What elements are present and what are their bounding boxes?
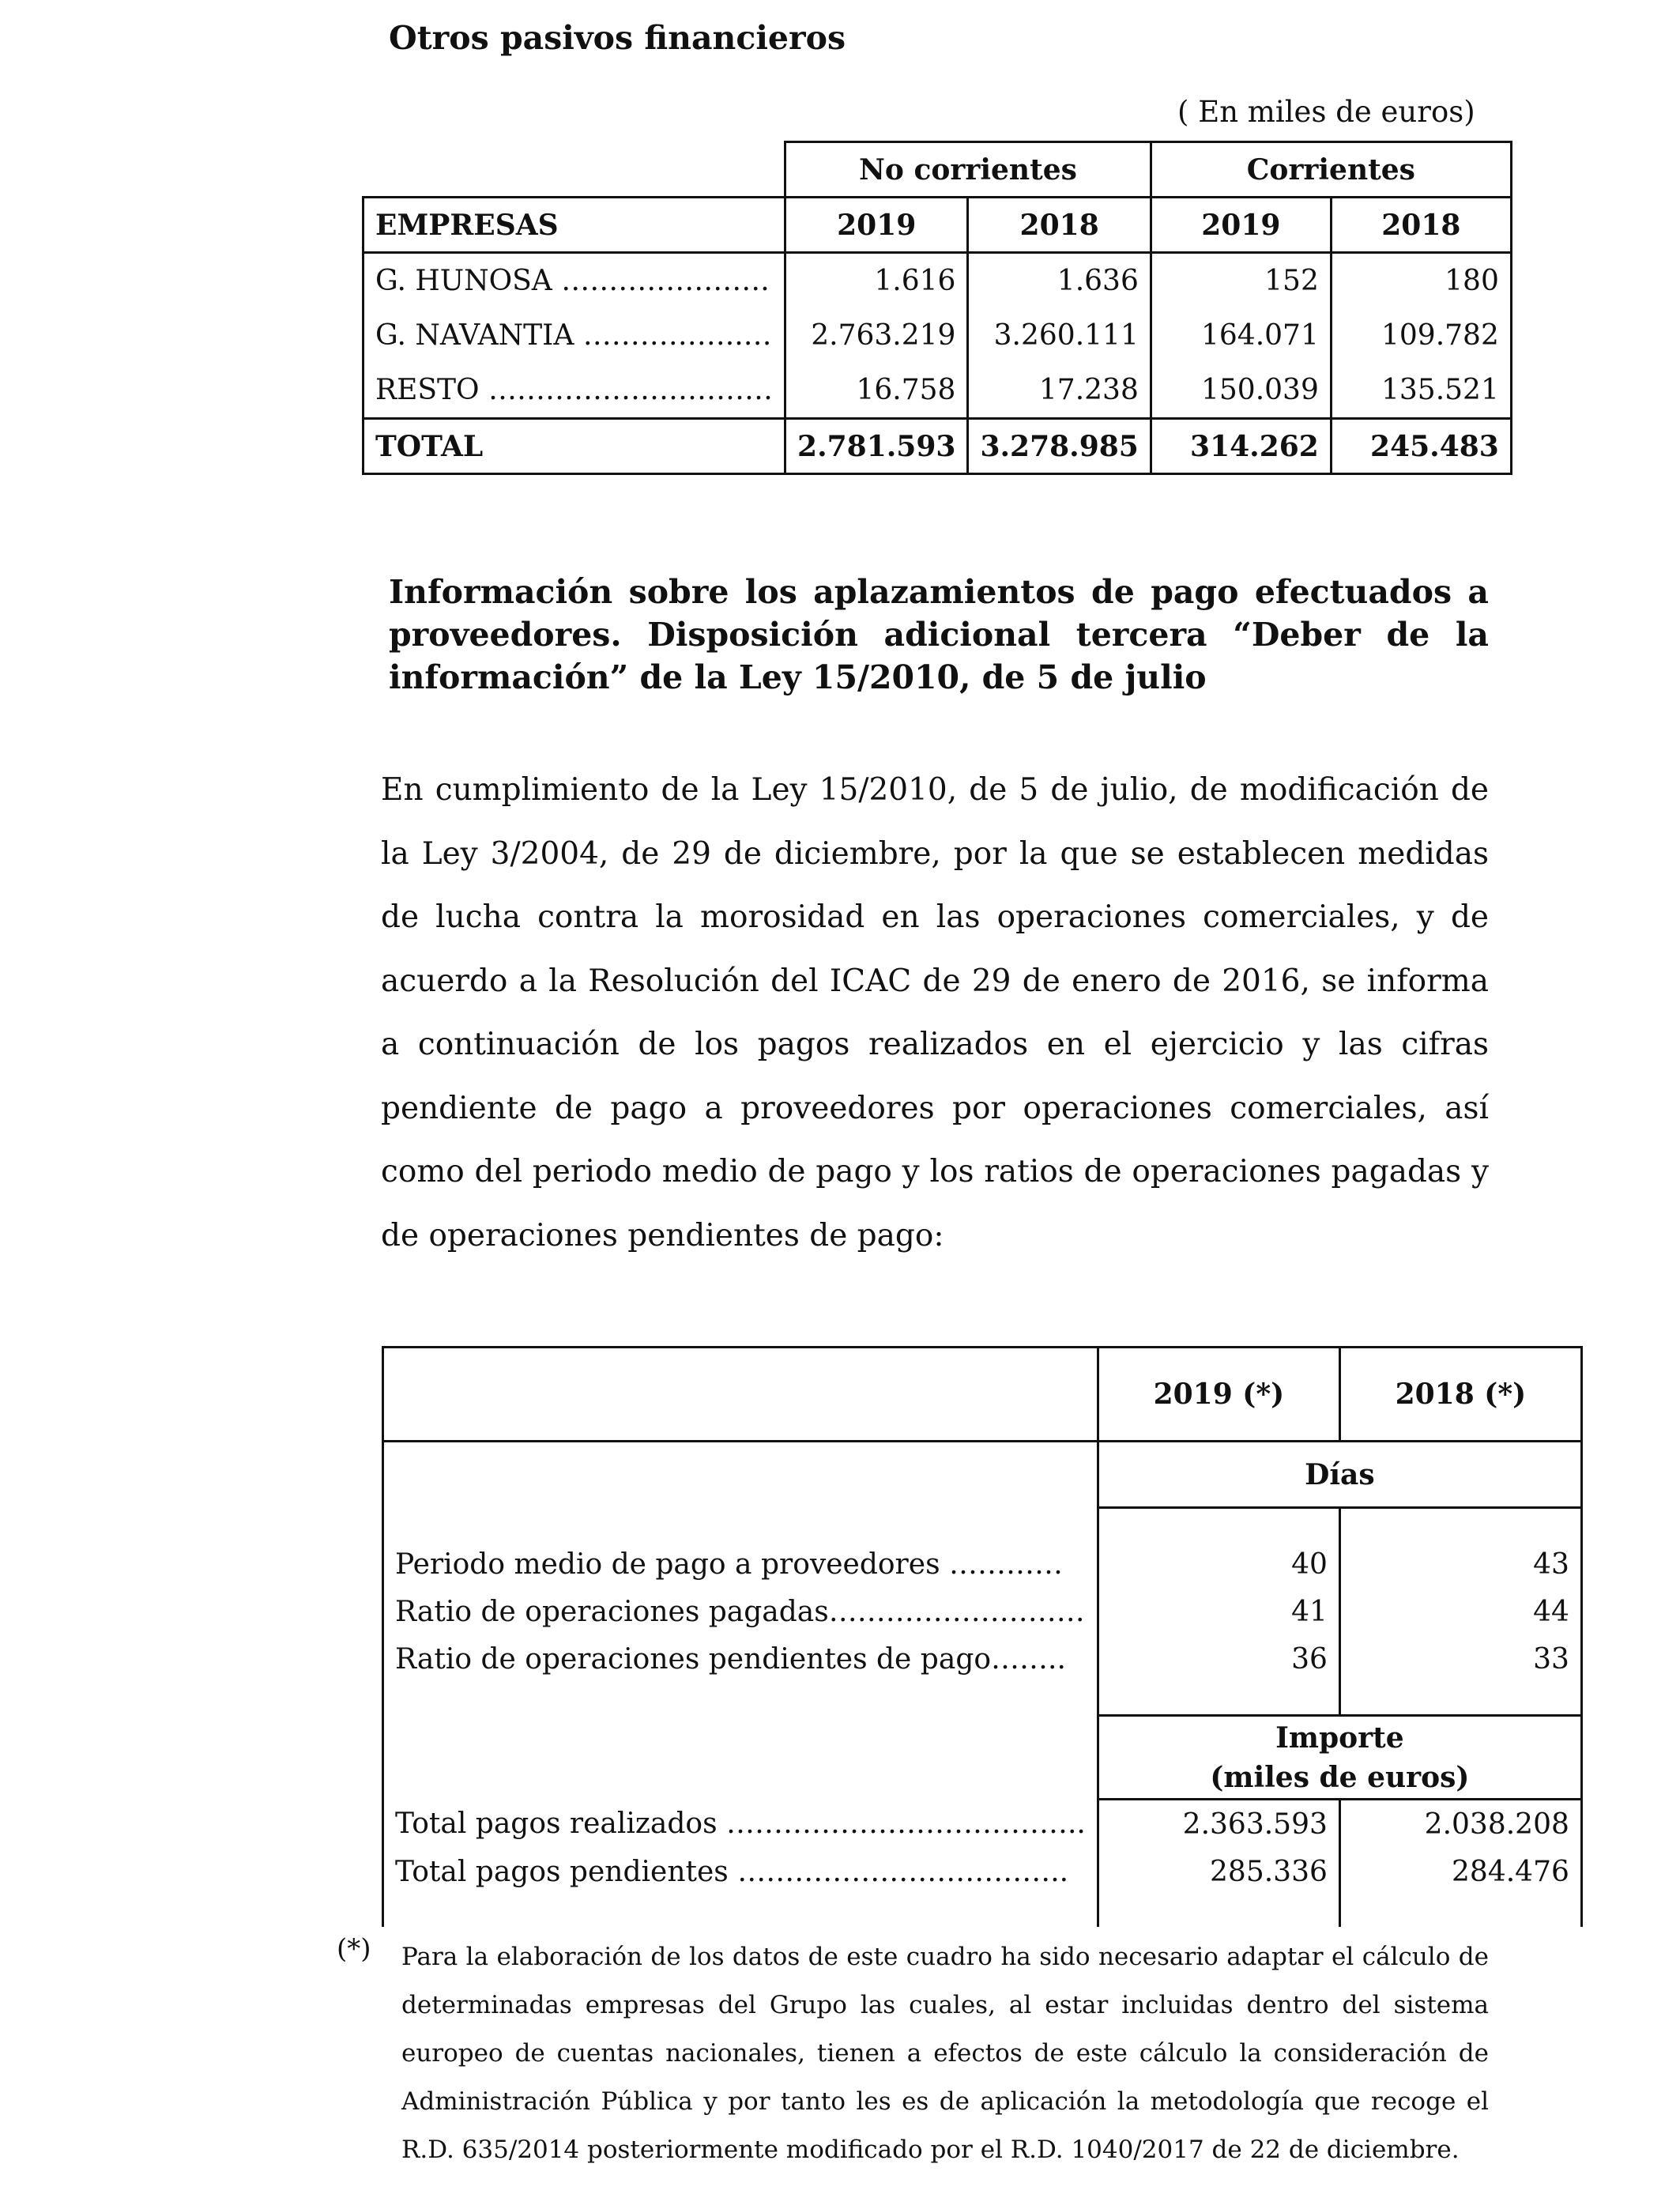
value-cell: 36 bbox=[1098, 1635, 1339, 1683]
total-value: 2.781.593 bbox=[785, 419, 968, 474]
value-cell: 152 bbox=[1151, 253, 1331, 309]
company-name: G. NAVANTIA ……………..… bbox=[363, 308, 785, 363]
table-row bbox=[363, 253, 1512, 309]
group-header-non-current: No corrientes bbox=[785, 142, 1151, 198]
row-label: Total pagos realizados ……………………………….. bbox=[383, 1800, 1098, 1849]
column-header-c-2019: 2019 bbox=[1151, 198, 1331, 253]
value-cell: 44 bbox=[1339, 1588, 1581, 1635]
footnote-text: Para la elaboración de los datos de este cuadro ha sido necesario adaptar el cálculo de determinadas empresas del Grupo las cuales, al estar incluidas dentro del sistema europeo de cuentas nacionales, tienen a efectos de este cálculo la consideración de Administración Pública y por tanto les es de aplicación la metodología que recoge el R.D. 635/2014 posteriormente modificado por el R.D. 1040/2017 de 22 de diciembre. bbox=[401, 1943, 1489, 2164]
section-title: Otros pasivos financieros bbox=[389, 19, 846, 57]
value-cell: 40 bbox=[1098, 1540, 1339, 1588]
empty-label-cell bbox=[383, 1716, 1098, 1800]
unit-amount-line1: Importe bbox=[1275, 1721, 1404, 1755]
company-name: G. HUNOSA …………………. bbox=[363, 253, 785, 309]
value-cell: 16.758 bbox=[785, 363, 968, 419]
unit-note: ( En miles de euros) bbox=[1177, 95, 1475, 129]
value-cell: 33 bbox=[1339, 1635, 1581, 1683]
empty-label-cell bbox=[383, 1442, 1098, 1508]
column-header-2018: 2018 (*) bbox=[1339, 1348, 1581, 1442]
empty-header-cell bbox=[363, 142, 785, 198]
spacer-cell bbox=[383, 1508, 1098, 1541]
table-row bbox=[383, 1848, 1582, 1895]
spacer-cell bbox=[1098, 1895, 1339, 1927]
column-header-c-2018: 2018 bbox=[1331, 198, 1511, 253]
value-cell: 17.238 bbox=[968, 363, 1151, 419]
column-header-companies: EMPRESAS bbox=[363, 198, 785, 253]
spacer-cell bbox=[1098, 1508, 1339, 1541]
value-cell: 1.616 bbox=[785, 253, 968, 309]
table-row bbox=[383, 1800, 1582, 1849]
spacer-cell bbox=[383, 1895, 1098, 1927]
body-paragraph: En cumplimiento de la Ley 15/2010, de 5 de julio, de modificación de la Ley 3/2004, de 29 de diciembre, por la que se establecen medidas de lucha contra la morosidad en las operaciones comerciales, y de acuerdo a la Resolución del ICAC de 29 de enero de 2016, se informa a continuación de los pagos realizados en el ejercicio y las cifras pendiente de pago a proveedores por operaciones comerciales, así como del periodo medio de pago y los ratios de operaciones pagadas y de operaciones pendientes de pago: bbox=[381, 772, 1489, 1253]
value-cell: 284.476 bbox=[1339, 1848, 1581, 1895]
value-cell: 2.038.208 bbox=[1339, 1800, 1581, 1849]
group-header-current: Corrientes bbox=[1151, 142, 1511, 198]
spacer-cell bbox=[1339, 1895, 1581, 1927]
total-value: 314.262 bbox=[1151, 419, 1331, 474]
unit-amount-line2: (miles de euros) bbox=[1210, 1760, 1470, 1794]
total-value: 3.278.985 bbox=[968, 419, 1151, 474]
column-header-nc-2019: 2019 bbox=[785, 198, 968, 253]
value-cell: 150.039 bbox=[1151, 363, 1331, 419]
value-cell: 2.763.219 bbox=[785, 308, 968, 363]
value-cell: 109.782 bbox=[1331, 308, 1511, 363]
table-row bbox=[363, 363, 1512, 419]
spacer-cell bbox=[1339, 1508, 1581, 1541]
table-row bbox=[383, 1635, 1582, 1683]
unit-header-days: Días bbox=[1098, 1442, 1581, 1508]
financial-liabilities-table bbox=[362, 141, 1512, 475]
table-row bbox=[363, 308, 1512, 363]
value-cell: 43 bbox=[1339, 1540, 1581, 1588]
column-header-nc-2018: 2018 bbox=[968, 198, 1151, 253]
value-cell: 285.336 bbox=[1098, 1848, 1339, 1895]
column-header-2019: 2019 (*) bbox=[1098, 1348, 1339, 1442]
total-label: TOTAL bbox=[363, 419, 785, 474]
value-cell: 180 bbox=[1331, 253, 1511, 309]
empty-header-cell bbox=[383, 1348, 1098, 1442]
value-cell: 135.521 bbox=[1331, 363, 1511, 419]
value-cell: 41 bbox=[1098, 1588, 1339, 1635]
spacer-cell bbox=[1339, 1683, 1581, 1716]
row-label: Ratio de operaciones pendientes de pago…….. bbox=[383, 1635, 1098, 1683]
payment-periods-table bbox=[382, 1346, 1583, 1927]
section-heading: Información sobre los aplazamientos de pago efectuados a proveedores. Disposición adicional tercera “Deber de la información” de la Ley 15/2010, de 5 de julio bbox=[389, 573, 1489, 696]
value-cell: 164.071 bbox=[1151, 308, 1331, 363]
row-label: Periodo medio de pago a proveedores ………… bbox=[383, 1540, 1098, 1588]
footnote-mark: (*) bbox=[337, 1933, 371, 1965]
row-label: Total pagos pendientes …………………………….. bbox=[383, 1848, 1098, 1895]
company-name: RESTO ………………………… bbox=[363, 363, 785, 419]
table-row bbox=[383, 1588, 1582, 1635]
total-value: 245.483 bbox=[1331, 419, 1511, 474]
value-cell: 3.260.111 bbox=[968, 308, 1151, 363]
value-cell: 1.636 bbox=[968, 253, 1151, 309]
row-label: Ratio de operaciones pagadas……………………… bbox=[383, 1588, 1098, 1635]
spacer-cell bbox=[383, 1683, 1098, 1716]
table-row bbox=[383, 1540, 1582, 1588]
total-row bbox=[363, 419, 1512, 474]
value-cell: 2.363.593 bbox=[1098, 1800, 1339, 1849]
spacer-cell bbox=[1098, 1683, 1339, 1716]
unit-header-amount bbox=[1098, 1716, 1581, 1800]
